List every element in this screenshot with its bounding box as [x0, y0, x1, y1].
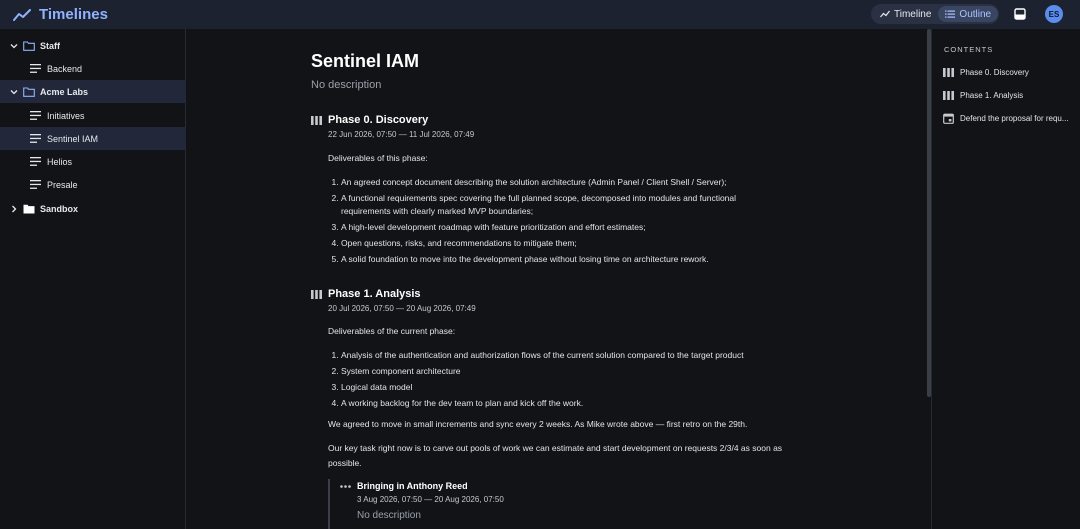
folder-outline-icon: [23, 41, 35, 51]
app-title: Timelines: [39, 6, 108, 23]
chevron-down-icon[interactable]: [10, 88, 18, 96]
list-item: 1. An agreed concept document describing the solution architecture (Admin Panel / Client Shell / Server);: [341, 176, 768, 189]
inbox-icon[interactable]: [1014, 8, 1026, 20]
sidebar-item-helios[interactable]: [0, 150, 186, 173]
sidebar-item-acme-labs[interactable]: [0, 80, 186, 103]
list-item: 1. Analysis of the authentication and authorization flows of the current solution compared to the target product: [341, 349, 768, 362]
sidebar-item-label: Sentinel IAM: [47, 133, 99, 144]
view-toggle: [871, 4, 999, 24]
contents-title: CONTENTS: [944, 45, 994, 54]
sidebar-item-label: Initiatives: [47, 110, 85, 121]
outline-view-label: Outline: [959, 8, 992, 20]
avatar[interactable]: ES: [1045, 5, 1063, 23]
phase-note: Our key task right now is to carve out pools of work we can estimate and start development on requests 2/3/4 as soon as possible.: [328, 443, 783, 468]
page-title: Sentinel IAM: [311, 51, 420, 71]
toc-item-phase-0[interactable]: [943, 68, 1073, 77]
sub-item: [328, 479, 628, 529]
sidebar-item-presale[interactable]: [0, 173, 186, 196]
document-lines-icon: [30, 180, 41, 189]
toc-item-label: Defend the proposal for requ...: [960, 114, 1069, 123]
list-item: 4. Open questions, risks, and recommendations to mitigate them;: [341, 237, 768, 250]
toc-item-phase-1[interactable]: [943, 91, 1073, 100]
sidebar-item-label: Sandbox: [40, 203, 79, 214]
sidebar-item-label: Presale: [47, 179, 78, 190]
list-item: 5. A solid foundation to move into the development phase without losing time on architecture rework.: [341, 253, 768, 266]
toc-item-label: Phase 1. Analysis: [960, 91, 1024, 100]
sidebar-item-label: Acme Labs: [40, 86, 89, 97]
folder-outline-icon: [23, 87, 35, 97]
trend-line-icon: [880, 9, 890, 19]
sub-item-description: No description: [357, 510, 421, 521]
sidebar-item-backend[interactable]: [0, 57, 186, 80]
outline-view-button[interactable]: [938, 6, 998, 22]
document-lines-icon: [30, 134, 41, 143]
chevron-down-icon[interactable]: [10, 42, 18, 50]
phase-icon: [311, 116, 322, 125]
sidebar-item-sentinel-iam[interactable]: [0, 127, 186, 150]
list-item: 3. A high-level development roadmap with feature prioritization and effort estimates;: [341, 221, 768, 234]
more-dots-icon: [340, 485, 351, 488]
deliverables-list: [328, 349, 768, 413]
contents-panel: [931, 29, 1080, 529]
sidebar: [0, 29, 186, 529]
document-lines-icon: [30, 157, 41, 166]
sidebar-item-sandbox[interactable]: [0, 197, 186, 220]
phase-icon: [943, 91, 954, 100]
timeline-view-label: Timeline: [894, 8, 932, 20]
phase-intro: Deliverables of the current phase:: [328, 326, 456, 336]
folder-filled-icon: [23, 204, 35, 214]
toc-item-defend-proposal[interactable]: [943, 113, 1073, 124]
phase-title: Phase 1. Analysis: [328, 288, 421, 300]
calendar-icon: [943, 113, 954, 124]
phase-intro: Deliverables of this phase:: [328, 153, 428, 163]
list-icon: [945, 9, 955, 19]
phase-heading[interactable]: [311, 114, 428, 126]
document-lines-icon: [30, 111, 41, 120]
top-bar: [0, 0, 1080, 29]
sub-item-dates: 3 Aug 2026, 07:50 — 20 Aug 2026, 07:50: [357, 495, 504, 504]
sub-item-title: Bringing in Anthony Reed: [357, 481, 468, 491]
sidebar-item-label: Staff: [40, 40, 60, 51]
deliverables-list: [328, 176, 768, 269]
phase-note: We agreed to move in small increments and sync every 2 weeks. As Mike wrote above — first retro on the 29th.: [328, 419, 748, 429]
list-item: 4. A working backlog for the dev team to plan and kick off the work.: [341, 397, 768, 410]
document-lines-icon: [30, 64, 41, 73]
list-item: 3. Logical data model: [341, 381, 768, 394]
list-item: 2. System component architecture: [341, 365, 768, 378]
phase-dates: 20 Jul 2026, 07:50 — 20 Aug 2026, 07:49: [328, 304, 476, 313]
sidebar-item-staff[interactable]: [0, 34, 186, 57]
trend-line-icon: [13, 9, 31, 21]
chevron-right-icon[interactable]: [10, 205, 18, 213]
toc-item-label: Phase 0. Discovery: [960, 68, 1029, 77]
phase-icon: [943, 68, 954, 77]
brand[interactable]: [13, 6, 108, 23]
sidebar-item-label: Helios: [47, 156, 73, 167]
timeline-view-button[interactable]: [873, 6, 938, 22]
phase-icon: [311, 290, 322, 299]
page-description: No description: [311, 79, 382, 91]
phase-title: Phase 0. Discovery: [328, 114, 429, 126]
main-content: [186, 29, 931, 529]
sidebar-item-initiatives[interactable]: [0, 104, 186, 127]
phase-heading[interactable]: [311, 288, 421, 300]
phase-dates: 22 Jun 2026, 07:50 — 11 Jul 2026, 07:49: [328, 130, 475, 139]
list-item: 2. A functional requirements spec covering the full planned scope, decomposed into modules and functional requirements with clearly marked MVP boundaries;: [341, 192, 768, 218]
sub-item-heading[interactable]: [340, 481, 468, 491]
sidebar-item-label: Backend: [47, 63, 83, 74]
